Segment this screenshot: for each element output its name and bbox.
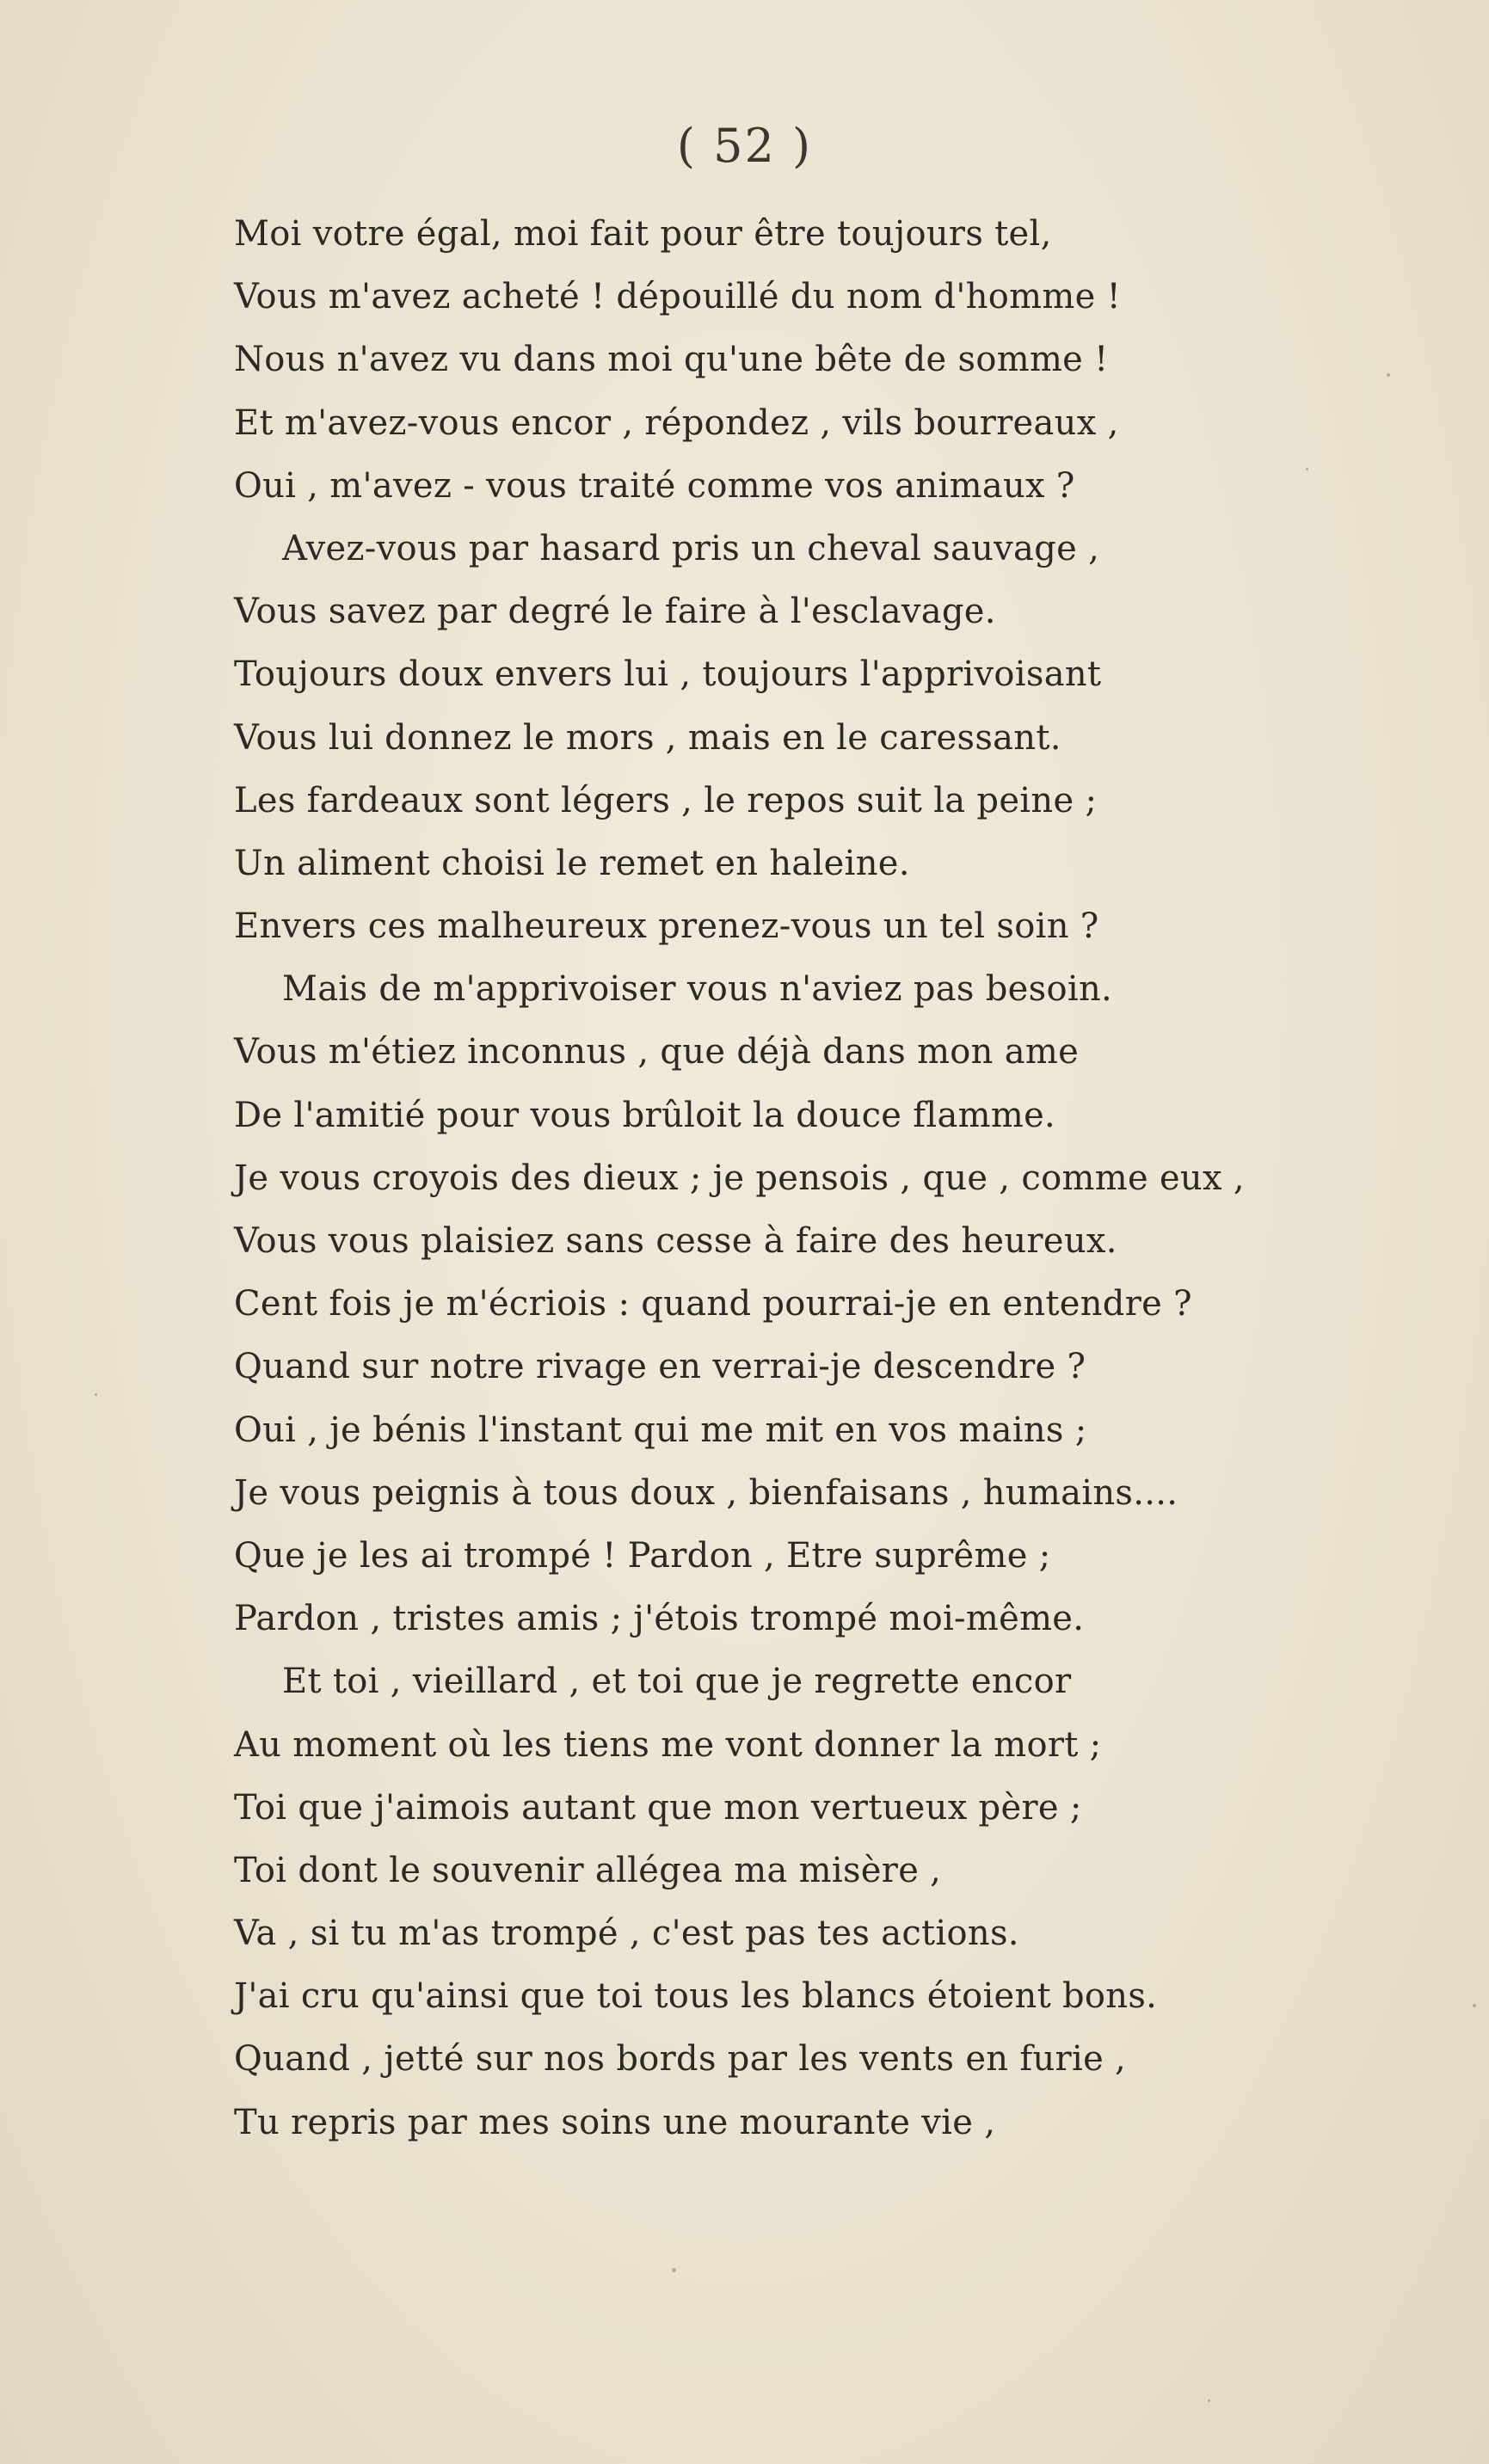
verse-line: Les fardeaux sont légers , le repos suit la peine ; — [234, 780, 1098, 820]
verse-line: Cent fois je m'écriois : quand pourrai-je en entendre ? — [234, 1284, 1192, 1324]
verse-line: Quand , jetté sur nos bords par les vents en furie , — [234, 2039, 1127, 2080]
verse-line: Avez-vous par hasard pris un cheval sauvage , — [282, 528, 1100, 568]
verse-line: Vous vous plaisiez sans cesse à faire des heureux. — [234, 1221, 1117, 1261]
verse-line: Vous lui donnez le mors , mais en le caressant. — [234, 717, 1061, 758]
verse-line: Oui , je bénis l'instant qui me mit en vos mains ; — [234, 1410, 1087, 1450]
verse-line: Et m'avez-vous encor , répondez , vils bourreaux , — [234, 402, 1119, 443]
paper-speck — [1473, 2004, 1476, 2007]
poem-verse — [234, 203, 1352, 2154]
verse-line: Moi votre égal, moi fait pour être toujours tel, — [234, 214, 1052, 254]
paper-speck — [95, 1393, 97, 1396]
verse-line: J'ai cru qu'ainsi que toi tous les blancs étoient bons. — [234, 1976, 1158, 2017]
verse-line: Quand sur notre rivage en verrai-je descendre ? — [234, 1347, 1086, 1387]
verse-line: De l'amitié pour vous brûloit la douce flamme. — [234, 1095, 1056, 1135]
verse-line: Au moment où les tiens me vont donner la mort ; — [234, 1724, 1102, 1765]
verse-line: Toi que j'aimois autant que mon vertueux père ; — [234, 1787, 1082, 1828]
verse-line: Nous n'avez vu dans moi qu'une bête de somme ! — [234, 340, 1109, 380]
verse-line: Envers ces malheureux prenez-vous un tel soin ? — [234, 906, 1099, 947]
verse-line: Je vous peignis à tous doux , bienfaisans , humains.... — [234, 1472, 1178, 1513]
paper-speck — [1387, 373, 1390, 377]
verse-line: Que je les ai trompé ! Pardon , Etre suprême ; — [234, 1535, 1051, 1576]
verse-line: Oui , m'avez - vous traité comme vos animaux ? — [234, 465, 1075, 506]
verse-line: Vous m'avez acheté ! dépouillé du nom d'homme ! — [234, 277, 1121, 317]
verse-line: Toujours doux envers lui , toujours l'apprivoisant — [234, 654, 1102, 695]
paper-speck — [1306, 468, 1308, 470]
verse-line: Toi dont le souvenir allégea ma misère , — [234, 1850, 942, 1890]
paper-speck — [1208, 2399, 1210, 2402]
verse-line: Mais de m'apprivoiser vous n'aviez pas besoin. — [282, 969, 1113, 1010]
verse-line: Je vous croyois des dieux ; je pensois , que , comme eux , — [234, 1158, 1245, 1198]
verse-line: Pardon , tristes amis ; j'étois trompé moi-même. — [234, 1599, 1085, 1639]
verse-line: Vous savez par degré le faire à l'esclavage. — [234, 592, 996, 632]
verse-line: Et toi , vieillard , et toi que je regrette encor — [282, 1662, 1072, 1702]
page-number: ( 52 ) — [676, 119, 813, 173]
verse-line: Vous m'étiez inconnus , que déjà dans mon ame — [234, 1032, 1080, 1072]
paper-speck — [672, 2268, 676, 2272]
verse-line: Tu repris par mes soins une mourante vie , — [234, 2102, 996, 2142]
verse-line: Un aliment choisi le remet en haleine. — [234, 843, 910, 883]
verse-line: Va , si tu m'as trompé , c'est pas tes actions. — [234, 1914, 1019, 1954]
